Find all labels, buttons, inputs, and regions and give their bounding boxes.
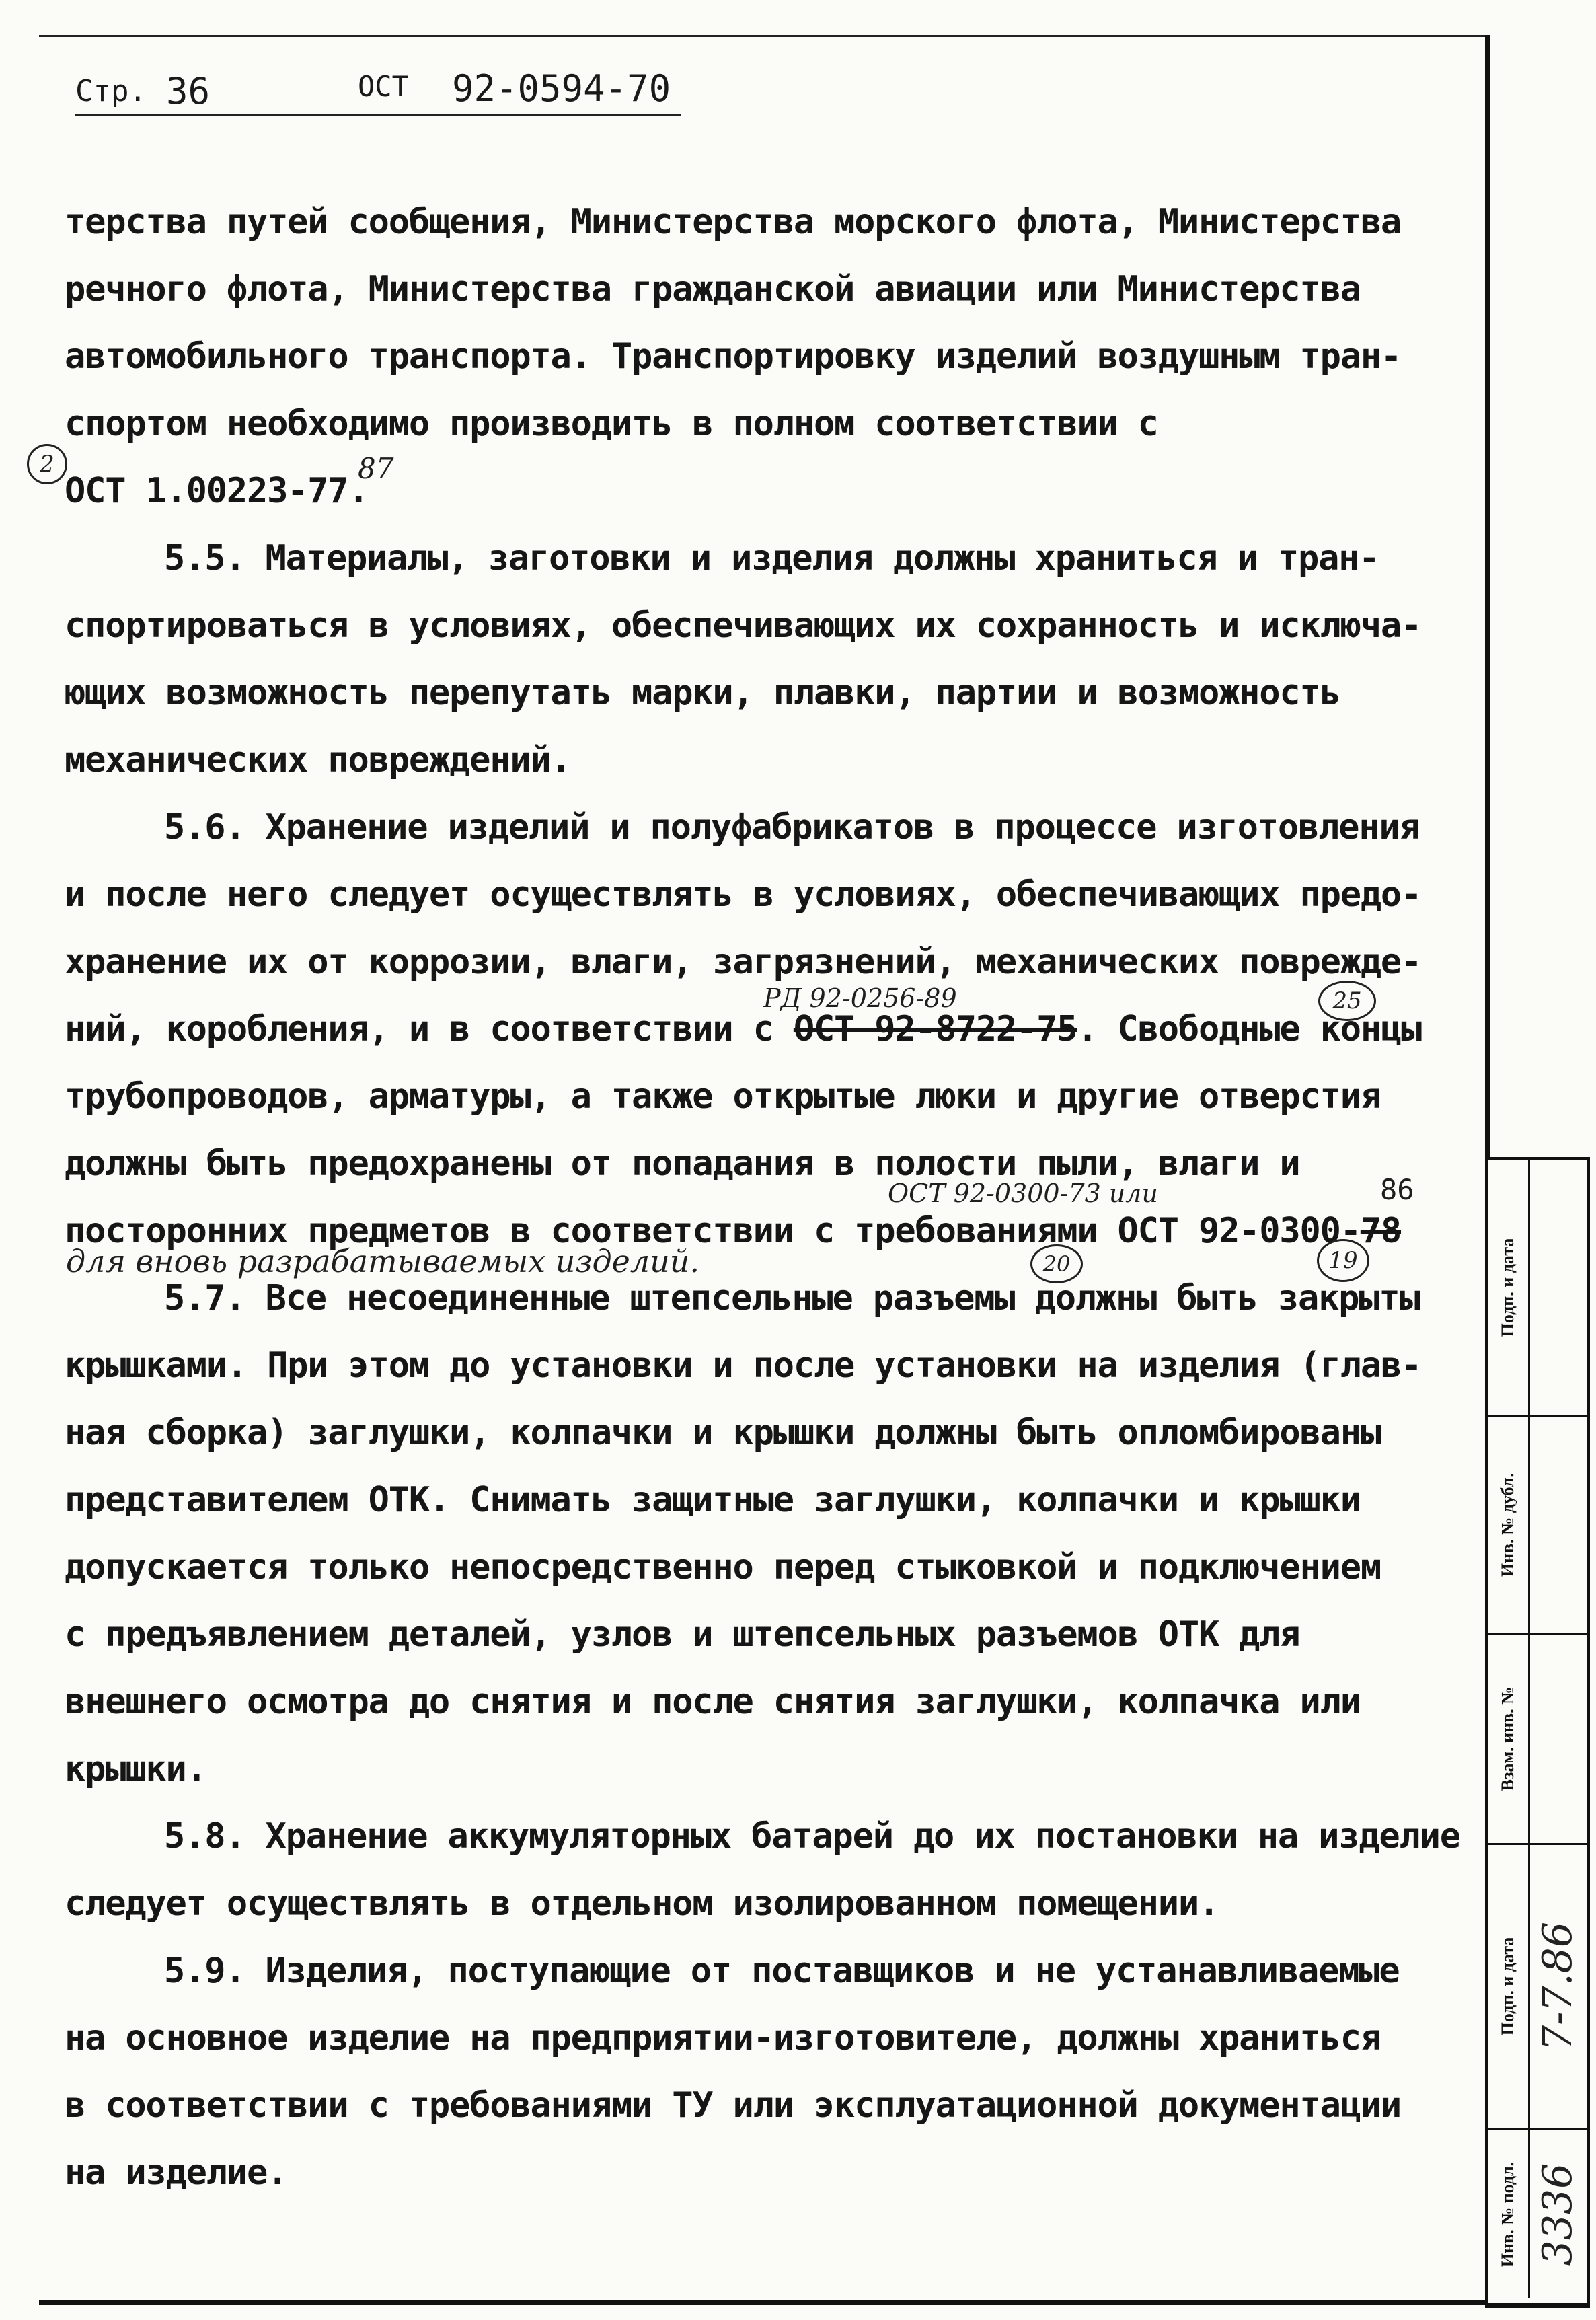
- clause-5-6: 5.6. Хранение изделий и полуфабрикатов в процессе изготовления: [164, 807, 1420, 848]
- stamp-label: Взам. инв. №: [1488, 1635, 1530, 1843]
- stamp-cell: [1488, 1845, 1587, 2130]
- stamp-label: Инв. № дубл.: [1488, 1417, 1530, 1633]
- stamp-label: Подп. и дата: [1488, 1845, 1530, 2128]
- text-line: и после него следует осуществлять в условиях, обеспечивающих предо-: [65, 874, 1422, 915]
- text-line: внешнего осмотра до снятия и после снятия заглушки, колпачка или: [65, 1682, 1361, 1722]
- stamp-cell: [1488, 2130, 1587, 2298]
- struck-edition: 78: [1360, 1211, 1402, 1251]
- edition-annotation: 87: [358, 452, 394, 485]
- text-line: механических повреждений.: [65, 740, 571, 780]
- stamp-cell: [1488, 1417, 1587, 1635]
- stamp-label: Инв. № подл.: [1488, 2130, 1530, 2298]
- text-line: крышками. При этом до установки и после установки на изделия (глав-: [65, 1345, 1422, 1386]
- clause-5-5: 5.5. Материалы, заготовки и изделия должны храниться и тран-: [164, 538, 1379, 578]
- text-line: спортироваться в условиях, обеспечивающих их сохранность и исключа-: [65, 605, 1422, 646]
- stamp-label: Подп. и дата: [1488, 1160, 1530, 1415]
- stamp-value: [1528, 1160, 1587, 1415]
- text-line: хранение их от коррозии, влаги, загрязнений, механических поврежде-: [65, 942, 1422, 982]
- text-segment: ний, коробления, и в соответствии с: [65, 1009, 794, 1049]
- text-line: допускается только непосредственно перед стыковкой и подключением: [65, 1547, 1381, 1587]
- stamp-value: [1528, 1417, 1587, 1633]
- text-line: речного флота, Министерства гражданской авиации или Министерства: [65, 269, 1361, 309]
- text-line: трубопроводов, арматуры, а также открытые люки и другие отверстия: [65, 1076, 1381, 1117]
- header-underline: [75, 114, 681, 116]
- standard-label: ОСТ: [358, 70, 409, 103]
- edition-annotation: 86: [1380, 1173, 1414, 1206]
- text-line: представителем ОТК. Снимать защитные заглушки, колпачки и крышки: [65, 1480, 1361, 1520]
- stamp-value: [1528, 1635, 1587, 1843]
- clause-5-7: 5.7. Все несоединенные штепсельные разъемы должны быть закрыты: [164, 1278, 1420, 1318]
- text-line: автомобильного транспорта. Транспортировку изделий воздушным тран-: [65, 336, 1402, 377]
- text-line: с предъявлением деталей, узлов и штепсельных разъемов ОТК для: [65, 1614, 1300, 1655]
- frame-top-border: [39, 35, 1485, 37]
- document-stamp: [1485, 1157, 1590, 2308]
- text-line-with-strike: [65, 1009, 1421, 1049]
- text-line: на изделие.: [65, 2153, 288, 2193]
- ost-insert-annotation: ОСТ 92-0300-73 или: [888, 1178, 1158, 1208]
- change-number-mark: 2: [27, 444, 67, 484]
- page-number: 36: [166, 70, 211, 112]
- text-segment: посторонних предметов в соответствии с требованиями ОСТ 92-0300-: [65, 1211, 1361, 1251]
- text-line: ОСТ 1.00223-77.: [65, 471, 369, 511]
- stamp-inventory-number: 3336: [1534, 2163, 1581, 2266]
- stamp-cell: [1488, 1635, 1587, 1845]
- new-products-annotation: для вновь разрабатываемых изделий.: [66, 1243, 699, 1279]
- text-segment: . Свободные концы: [1077, 1009, 1422, 1049]
- text-line: ная сборка) заглушки, колпачки и крышки должны быть опломбированы: [65, 1413, 1381, 1453]
- stamp-cell: [1488, 1160, 1587, 1417]
- change-number-mark: 25: [1318, 981, 1376, 1021]
- change-number-mark: 20: [1030, 1244, 1083, 1283]
- change-number-mark: 19: [1317, 1239, 1369, 1282]
- page-label: Стр.: [75, 74, 147, 108]
- rd-reference-annotation: РД 92-0256-89: [763, 983, 957, 1013]
- clause-5-9: 5.9. Изделия, поступающие от поставщиков и не устанавливаемые: [164, 1951, 1400, 1991]
- text-line: ющих возможность перепутать марки, плавки, партии и возможность: [65, 673, 1340, 713]
- text-line: в соответствии с требованиями ТУ или эксплуатационной документации: [65, 2085, 1402, 2126]
- text-line: должны быть предохранены от попадания в полости пыли, влаги и: [65, 1144, 1300, 1184]
- page-header: [75, 67, 748, 121]
- standard-number: 92-0594-70: [452, 67, 671, 110]
- text-line: следует осуществлять в отдельном изолированном помещении.: [65, 1883, 1219, 1924]
- stamp-signature-date: 7-7.86: [1534, 1921, 1581, 2052]
- text-line: крышки.: [65, 1749, 206, 1789]
- clause-5-8: 5.8. Хранение аккумуляторных батарей до их постановки на изделие: [164, 1816, 1460, 1857]
- struck-reference: ОСТ 92-8722-75: [793, 1009, 1077, 1049]
- text-line: спортом необходимо производить в полном соответствии с: [65, 404, 1158, 444]
- text-line: терства путей сообщения, Министерства морского флота, Министерства: [65, 202, 1402, 242]
- text-line: на основное изделие на предприятии-изготовителе, должны храниться: [65, 2018, 1381, 2058]
